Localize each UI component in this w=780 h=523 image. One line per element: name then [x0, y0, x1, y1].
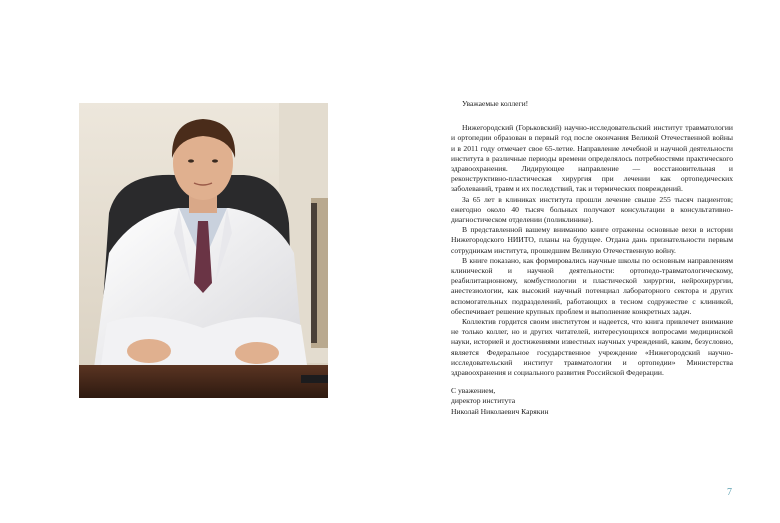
signature-position: директор института — [451, 396, 516, 406]
signature-block — [451, 386, 733, 417]
signature-name: Николай Николаевич Карякин — [451, 406, 549, 416]
paragraph: Коллектив гордится своим институтом и надеется, что книга привлечет внимание не только коллег, но и других читателей, интересующихся вопросами медицинской науки, историей и достижениями известных научных учреждений, каким, безусловно, является Федеральное государственное учреждение «Нижегородский научно-исследовательский институт травматологии и ортопедии» Министерства здравоохранения и социального развития Российской Федерации. — [451, 317, 733, 378]
paragraph: В представленной вашему вниманию книге отражены основные вехи в истории Нижегородского НИИТО, планы на будущее. Отдана дань признательности первым сотрудникам института, прошедшим Великую Отечественную войну. — [451, 225, 733, 255]
director-portrait-photo — [79, 103, 328, 398]
paragraph: За 65 лет в клиниках института прошли лечение свыше 255 тысяч пациентов; ежегодно около 40 тысяч больных получают консультации в консультативно-диагностическом отделении (поликлинике). — [451, 194, 733, 225]
paragraph: В книге показано, как формировались научные школы по основным направлениям клинической и научной деятельности: ортопедо-травматологическому, реабилитационному, комбустиологии и пластической хирургии, нейрохирургии, анестезиологии, как высокий научный потенциал лабораторного сектора и других вспомогательных подразделений, работающих в тесном содружестве с клиникой, обеспечивает решение крупных проблем и выполнение конкретных задач. — [451, 255, 733, 316]
page-number: 7 — [727, 487, 732, 498]
signature-closing: С уважением, — [451, 386, 496, 396]
greeting: Уважаемые коллеги! — [462, 99, 529, 108]
paragraph: Нижегородский (Горьковский) научно-исследовательский институт травматологии и ортопедии образован в первый год после окончания Великой Отечественной войны и в 2011 году отмечает свое 65-летие. Направление лечебной и научной деятельности института в различные периоды времени определялось потребностями практического здравоохранения. Лидирующее направление — восстановительная и реконструктивно-пластическая хирургия при лечении как ортопедических заболеваний, травм и их последствий, так и термических повреждений. — [451, 123, 733, 194]
foreword-text — [451, 99, 733, 417]
